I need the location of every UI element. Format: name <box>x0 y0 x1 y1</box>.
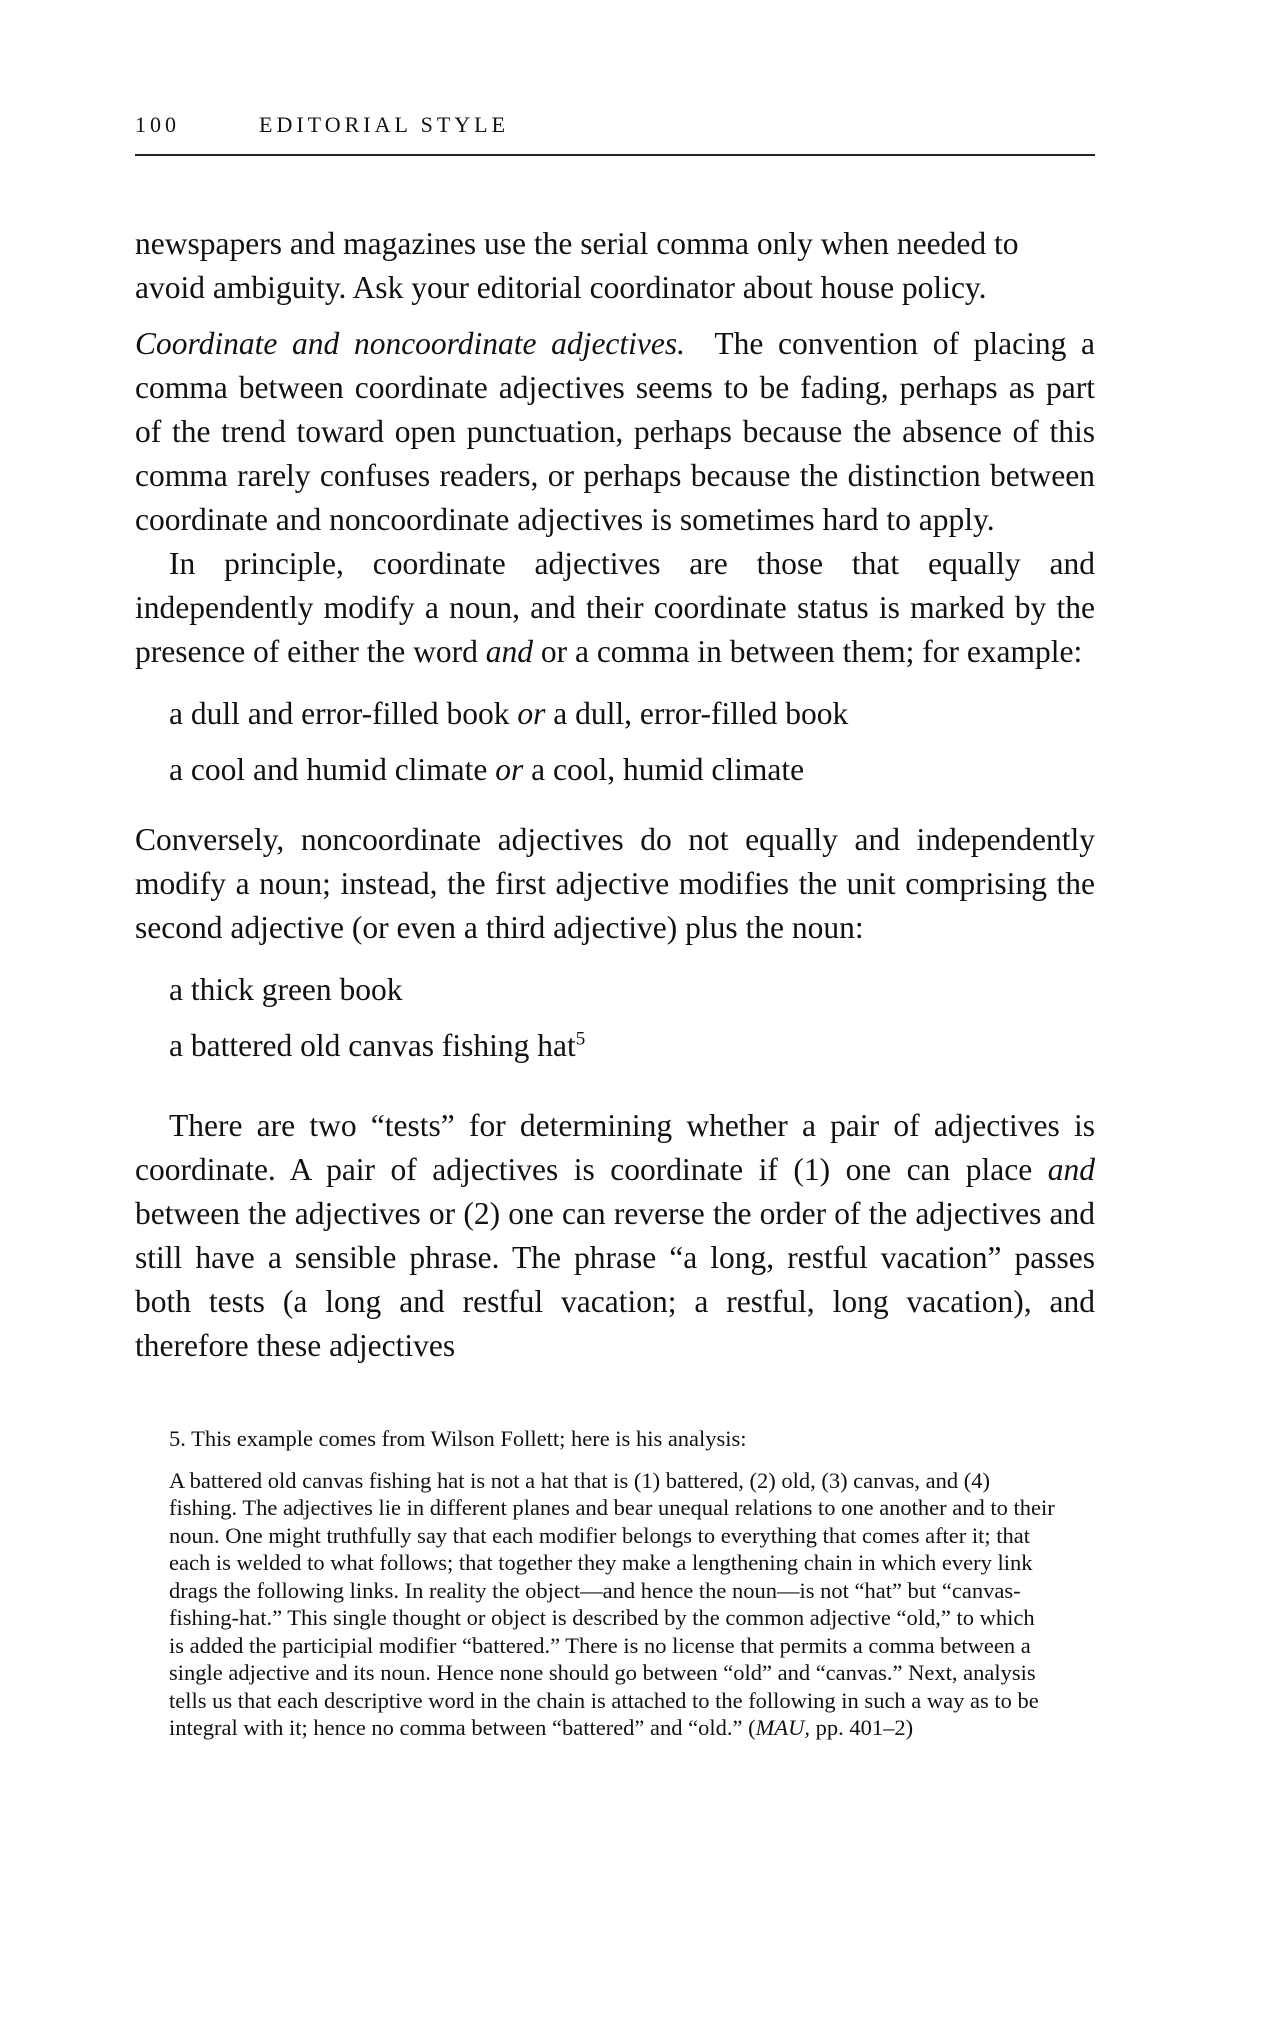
emphasized-word: and <box>485 634 533 669</box>
citation-title: MAU, <box>755 1715 811 1740</box>
example-text: a dull and error-filled book <box>169 696 518 731</box>
example-list-coordinate <box>169 692 1095 792</box>
emphasized-word: and <box>1047 1152 1095 1187</box>
running-head <box>135 110 1095 156</box>
footnote-reference: 5 <box>575 1028 586 1050</box>
example-item <box>169 1024 1095 1068</box>
example-item: a thick green book <box>169 972 403 1007</box>
emphasized-word: or <box>517 696 546 731</box>
paragraph-text: between the adjectives or (2) one can reverse the order of the adjectives and still have a sensible phrase. The phrase “a long, restful vacation” passes both tests (a long and restful vacation; a restful, long vacation), and therefore these adjectives <box>135 1196 1095 1363</box>
citation-pages: pp. 401–2) <box>810 1715 914 1740</box>
paragraph-text: In principle, coordinate adjectives are those that equally and independently modify a noun, and their coordinate status is marked by the presence of either the word <box>135 546 1095 669</box>
example-item <box>169 692 1095 736</box>
example-text: a cool, humid climate <box>523 752 805 787</box>
example-item <box>169 748 1095 792</box>
paragraph-text: The convention of placing a comma between coordinate adjectives seems to be fading, perhaps as part of the trend toward open punctuation, perhaps because the absence of this comma rarely confuses readers, or perhaps because the distinction between coordinate and noncoordinate adjectives is sometimes hard to apply. <box>135 326 1095 537</box>
footnote-block-quote <box>169 1467 1095 1742</box>
paragraph-noncoordinate: Conversely, noncoordinate adjectives do not equally and independently modify a noun; instead, the first adjective modifies the unit comprising the second adjective (or even a third adjective) plus the noun: <box>135 822 1095 945</box>
page-number: 100 <box>135 112 180 137</box>
paragraph-text: There are two “tests” for determining whether a pair of adjectives is coordinate. A pair of adjectives is coordinate if (1) one can place <box>135 1108 1095 1187</box>
quote-text: A battered old canvas fishing hat is not a hat that is (1) battered, (2) old, (3) canvas, and (4) fishing. The adjectives lie in different planes and bear unequal relations to one another and to their noun. One might truthfully say that each modifier belongs to everything that comes after it; that each is welded to what follows; that together they make a lengthening chain in which every link drags the following links. In reality the object—and hence the noun—is not “hat” but “canvas-fishing-hat.” This single thought or object is described by the common adjective “old,” to which is added the participial modifier “battered.” There is no license that permits a comma between a single adjective and its noun. Hence none should go between “old” and “canvas.” Next, analysis tells us that each descriptive word in the chain is attached to the following in such a way as to be integral with it; hence no comma between “battered” and “old.” <box>169 1467 1055 1740</box>
paragraph-two-tests <box>135 1104 1095 1368</box>
citation-paren: ( <box>748 1715 756 1740</box>
emphasized-word: or <box>495 752 524 787</box>
example-text: a battered old canvas fishing hat <box>169 1028 576 1063</box>
paragraph-text: or a comma in between them; for example: <box>532 634 1083 669</box>
book-page <box>135 0 1095 2025</box>
paragraph-in-principle <box>135 542 1095 674</box>
footnote-area <box>169 1425 1095 1742</box>
section-run-in-heading: Coordinate and noncoordinate adjectives. <box>135 326 686 361</box>
footnote-heading: 5. This example comes from Wilson Follett; here is his analysis: <box>169 1426 747 1451</box>
paragraph-continuation: newspapers and magazines use the serial comma only when needed to avoid ambiguity. Ask your editorial coordinator about house policy. <box>135 226 1019 305</box>
paragraph-coordinate-adjectives <box>135 322 1095 542</box>
example-text: a dull, error-filled book <box>545 696 849 731</box>
example-text: a cool and humid climate <box>169 752 496 787</box>
running-title: EDITORIAL STYLE <box>259 112 510 137</box>
body-text <box>135 222 1095 1368</box>
example-list-noncoordinate <box>169 968 1095 1068</box>
